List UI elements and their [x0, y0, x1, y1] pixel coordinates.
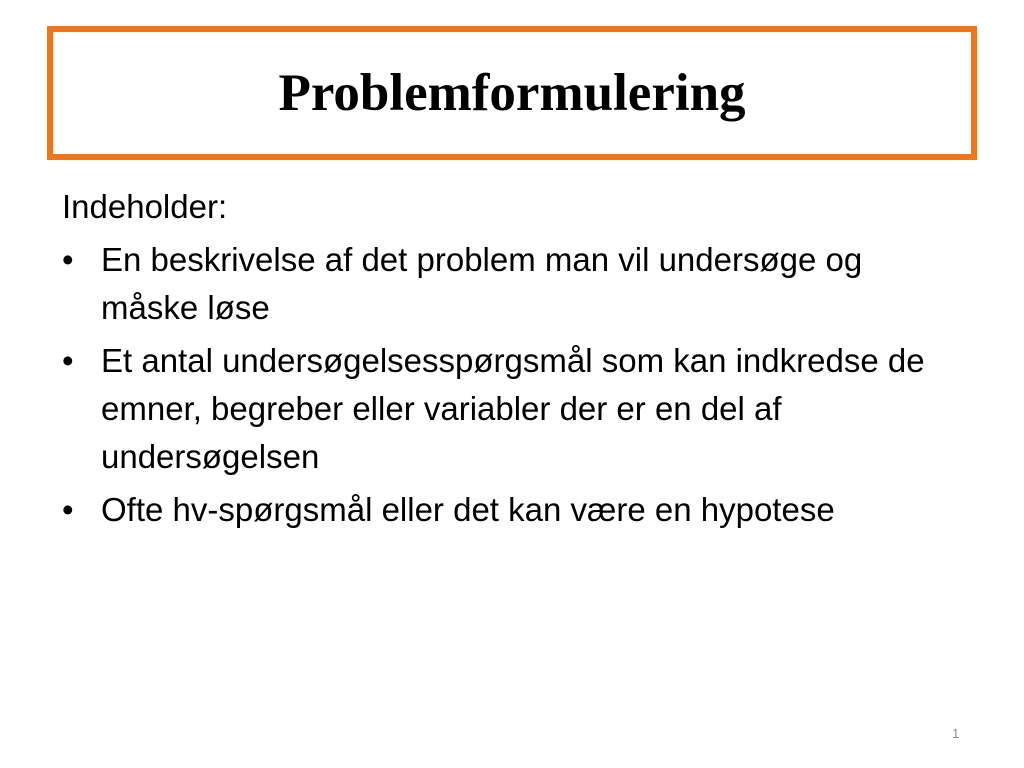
bullet-item	[62, 486, 962, 534]
bullet-text: En beskrivelse af det problem man vil undersøge og måske løse	[101, 241, 863, 326]
intro-text: Indeholder:	[62, 188, 228, 225]
bullet-text: Et antal undersøgelsesspørgsmål som kan indkredse de emner, begreber eller variabler der er en del af undersøgelsen	[101, 342, 925, 475]
slide-title: Problemformulering	[278, 63, 746, 122]
bullet-icon: •	[62, 241, 74, 278]
bullet-item	[62, 337, 962, 481]
bullet-icon: •	[62, 491, 74, 528]
bullet-list	[62, 236, 962, 534]
page-number: 1	[952, 726, 960, 741]
bullet-text: Ofte hv-spørgsmål eller det kan være en hypotese	[101, 491, 835, 528]
bullet-icon: •	[62, 342, 74, 379]
title-frame	[47, 26, 977, 160]
bullet-item	[62, 236, 962, 332]
slide-body	[62, 183, 962, 539]
